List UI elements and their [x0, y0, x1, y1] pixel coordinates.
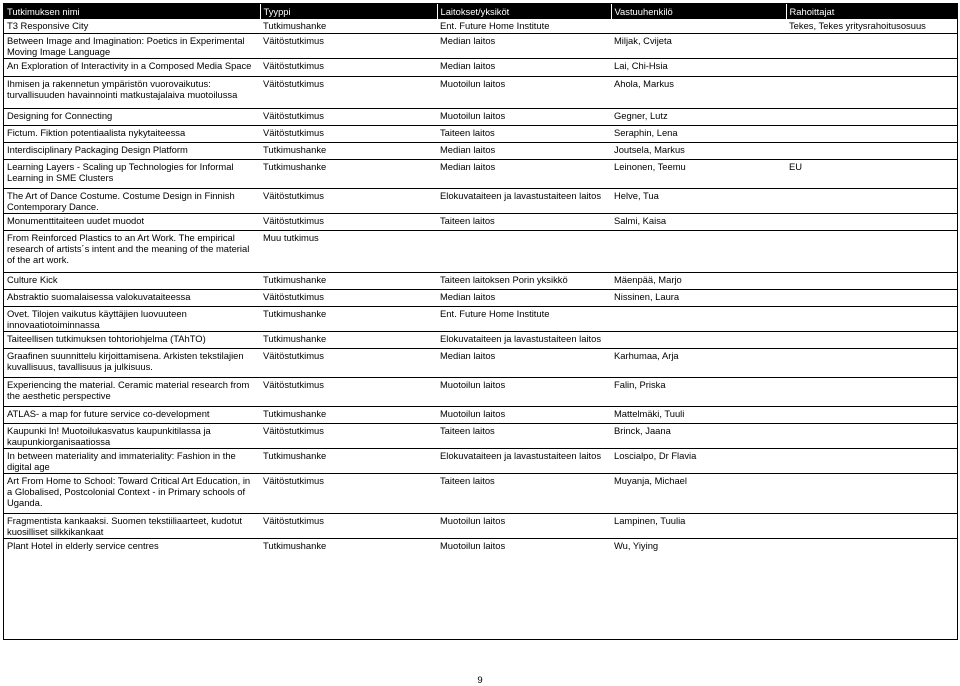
table-header-row — [4, 4, 958, 19]
cell-department: Taiteen laitos — [437, 125, 611, 142]
cell-research-name: In between materiality and immateriality: Fashion in the digital age — [4, 448, 260, 473]
table-row — [4, 448, 958, 473]
cell-department: Muotoilun laitos — [437, 377, 611, 406]
research-table-frame — [3, 3, 958, 640]
cell-responsible-person: Mäenpää, Marjo — [611, 272, 786, 289]
cell-research-name: An Exploration of Interactivity in a Composed Media Space — [4, 58, 260, 76]
cell-responsible-person: Nissinen, Laura — [611, 289, 786, 306]
cell-research-name: Ovet. Tilojen vaikutus käyttäjien luovuuteen innovaatiotoiminnassa — [4, 306, 260, 331]
cell-department: Muotoilun laitos — [437, 108, 611, 125]
cell-responsible-person: Salmi, Kaisa — [611, 213, 786, 230]
table-row — [4, 230, 958, 272]
cell-responsible-person: Seraphin, Lena — [611, 125, 786, 142]
cell-responsible-person: Wu, Yiying — [611, 538, 786, 555]
cell-department: Taiteen laitoksen Porin yksikkö — [437, 272, 611, 289]
cell-type: Tutkimushanke — [263, 20, 327, 31]
cell-responsible-person: Mattelmäki, Tuuli — [611, 406, 786, 423]
cell-funders — [786, 272, 958, 289]
cell-type: Väitöstutkimus — [260, 348, 437, 377]
cell-responsible-person: Falin, Priska — [611, 377, 786, 406]
cell-type: Väitöstutkimus — [260, 377, 437, 406]
cell-type: Väitöstutkimus — [260, 289, 437, 306]
cell-type: Tutkimushanke — [260, 448, 437, 473]
cell-funders — [786, 406, 958, 423]
cell-research-name: The Art of Dance Costume. Costume Design in Finnish Contemporary Dance. — [4, 188, 260, 213]
table-body — [4, 19, 958, 555]
cell-department — [437, 230, 611, 272]
table-row — [4, 513, 958, 538]
table-row — [4, 159, 958, 188]
cell-department: Muotoilun laitos — [437, 406, 611, 423]
cell-type: Väitöstutkimus — [260, 58, 437, 76]
cell-research-name: Fragmentista kankaaksi. Suomen tekstiiliaarteet, kudotut kuosilliset silkkikankaat — [4, 513, 260, 538]
cell-research-name: Plant Hotel in elderly service centres — [4, 538, 260, 555]
table-row — [4, 406, 958, 423]
cell-research-name: ATLAS- a map for future service co-development — [4, 406, 260, 423]
cell-research-name: Experiencing the material. Ceramic material research from the aesthetic perspective — [4, 377, 260, 406]
cell-funders — [786, 473, 958, 513]
cell-type: Väitöstutkimus — [260, 513, 437, 538]
cell-responsible-person: Miljak, Cvijeta — [611, 33, 786, 58]
table-row — [4, 538, 958, 555]
cell-responsible-person: Loscialpo, Dr Flavia — [611, 448, 786, 473]
cell-type: Väitöstutkimus — [260, 473, 437, 513]
cell-responsible-person — [611, 331, 786, 348]
cell-responsible-person — [611, 306, 786, 331]
header-type: Tyyppi — [260, 4, 437, 19]
cell-research-name: Graafinen suunnittelu kirjoittamisena. Arkisten tekstilajien kuvallisuus, tavallisuus ja julkisuus. — [4, 348, 260, 377]
cell-type: Tutkimushanke — [260, 331, 437, 348]
cell-funders — [786, 423, 958, 448]
cell-funders — [786, 213, 958, 230]
cell-department: Elokuvataiteen ja lavastustaiteen laitos — [437, 331, 611, 348]
table-row — [4, 331, 958, 348]
cell-type: Väitöstutkimus — [260, 76, 437, 108]
page-number: 9 — [477, 675, 483, 686]
cell-department: Ent. Future Home Institute — [437, 306, 611, 331]
cell-funders — [786, 142, 958, 159]
cell-responsible-person — [611, 230, 786, 272]
table-row — [4, 272, 958, 289]
cell-responsible-person: Ahola, Markus — [611, 76, 786, 108]
table-row — [4, 289, 958, 306]
cell-research-name: Fictum. Fiktion potentiaalista nykytaiteessa — [4, 125, 260, 142]
cell-funders — [786, 33, 958, 58]
cell-funders — [786, 448, 958, 473]
cell-type: Tutkimushanke — [260, 142, 437, 159]
cell-department: Elokuvataiteen ja lavastustaiteen laitos — [437, 448, 611, 473]
cell-responsible-person: Helve, Tua — [611, 188, 786, 213]
cell-responsible-person: Karhumaa, Arja — [611, 348, 786, 377]
cell-responsible-person: Joutsela, Markus — [611, 142, 786, 159]
cell-type: Tutkimushanke — [260, 159, 437, 188]
cell-research-name: From Reinforced Plastics to an Art Work. The empirical research of artists´s intent and the meaning of the material of the art work. — [4, 230, 260, 272]
cell-funders — [786, 538, 958, 555]
cell-research-name: T3 Responsive City — [7, 20, 89, 31]
table-row — [4, 142, 958, 159]
cell-funders — [786, 76, 958, 108]
table-row — [4, 213, 958, 230]
table-row — [4, 108, 958, 125]
cell-research-name: Between Image and Imagination: Poetics in Experimental Moving Image Language — [4, 33, 260, 58]
table-row — [4, 19, 958, 33]
cell-department: Median laitos — [437, 142, 611, 159]
header-responsible-person: Vastuuhenkilö — [611, 4, 786, 19]
cell-department: Elokuvataiteen ja lavastustaiteen laitos — [437, 188, 611, 213]
header-research-name: Tutkimuksen nimi — [4, 4, 260, 19]
table-row — [4, 33, 958, 58]
cell-department: Median laitos — [437, 289, 611, 306]
table-row — [4, 125, 958, 142]
research-table — [4, 4, 958, 555]
cell-responsible-person — [611, 19, 786, 33]
cell-funders — [786, 58, 958, 76]
cell-research-name: Interdisciplinary Packaging Design Platform — [4, 142, 260, 159]
cell-funders — [786, 306, 958, 331]
cell-research-name: Monumenttitaiteen uudet muodot — [4, 213, 260, 230]
table-row — [4, 423, 958, 448]
cell-responsible-person: Lampinen, Tuulia — [611, 513, 786, 538]
cell-responsible-person: Muyanja, Michael — [611, 473, 786, 513]
cell-department: Median laitos — [437, 33, 611, 58]
cell-research-name: Kaupunki In! Muotoilukasvatus kaupunkitilassa ja kaupunkiorganisaatiossa — [4, 423, 260, 448]
cell-funders — [786, 230, 958, 272]
cell-research-name: Taiteellisen tutkimuksen tohtoriohjelma (TAhTO) — [4, 331, 260, 348]
cell-responsible-person: Lai, Chi-Hsia — [611, 58, 786, 76]
table-row — [4, 377, 958, 406]
cell-funders — [786, 348, 958, 377]
cell-research-name: Ihmisen ja rakennetun ympäristön vuorovaikutus: turvallisuuden havainnointi matkustajalaiva muotoilussa — [4, 76, 260, 108]
cell-type: Muu tutkimus — [260, 230, 437, 272]
cell-type: Väitöstutkimus — [260, 423, 437, 448]
cell-research-name: Culture Kick — [4, 272, 260, 289]
cell-funders — [786, 513, 958, 538]
cell-responsible-person: Brinck, Jaana — [611, 423, 786, 448]
table-row — [4, 473, 958, 513]
cell-responsible-person: Leinonen, Teemu — [611, 159, 786, 188]
cell-funders — [786, 125, 958, 142]
cell-type: Väitöstutkimus — [260, 213, 437, 230]
cell-department: Median laitos — [437, 58, 611, 76]
cell-department: Muotoilun laitos — [437, 513, 611, 538]
cell-department: Muotoilun laitos — [437, 76, 611, 108]
header-funders: Rahoittajat — [786, 4, 958, 19]
table-row — [4, 348, 958, 377]
cell-type: Väitöstutkimus — [260, 33, 437, 58]
cell-type: Tutkimushanke — [260, 406, 437, 423]
cell-department: Taiteen laitos — [437, 473, 611, 513]
cell-department: Median laitos — [437, 348, 611, 377]
cell-funders — [786, 377, 958, 406]
cell-funders: Tekes, Tekes yritysrahoitusosuus — [789, 20, 926, 31]
cell-type: Tutkimushanke — [260, 272, 437, 289]
cell-funders — [786, 331, 958, 348]
table-row — [4, 58, 958, 76]
cell-funders: EU — [786, 159, 958, 188]
table-row — [4, 306, 958, 331]
table-row — [4, 76, 958, 108]
cell-research-name: Art From Home to School: Toward Critical Art Education, in a Globalised, Postcolonial Context - in Primary schools of Uganda. — [4, 473, 260, 513]
cell-type: Tutkimushanke — [260, 538, 437, 555]
cell-type: Väitöstutkimus — [260, 188, 437, 213]
cell-research-name: Designing for Connecting — [4, 108, 260, 125]
cell-type: Tutkimushanke — [260, 306, 437, 331]
header-department: Laitokset/yksiköt — [437, 4, 611, 19]
cell-responsible-person: Gegner, Lutz — [611, 108, 786, 125]
cell-funders — [786, 188, 958, 213]
cell-department: Median laitos — [437, 159, 611, 188]
cell-department: Taiteen laitos — [437, 213, 611, 230]
cell-type: Väitöstutkimus — [260, 125, 437, 142]
cell-department: Muotoilun laitos — [437, 538, 611, 555]
cell-research-name: Learning Layers - Scaling up Technologies for Informal Learning in SME Clusters — [4, 159, 260, 188]
cell-funders — [786, 108, 958, 125]
cell-funders — [786, 289, 958, 306]
cell-department: Ent. Future Home Institute — [440, 20, 550, 31]
table-row — [4, 188, 958, 213]
cell-type: Väitöstutkimus — [260, 108, 437, 125]
cell-department: Taiteen laitos — [437, 423, 611, 448]
cell-research-name: Abstraktio suomalaisessa valokuvataiteessa — [4, 289, 260, 306]
